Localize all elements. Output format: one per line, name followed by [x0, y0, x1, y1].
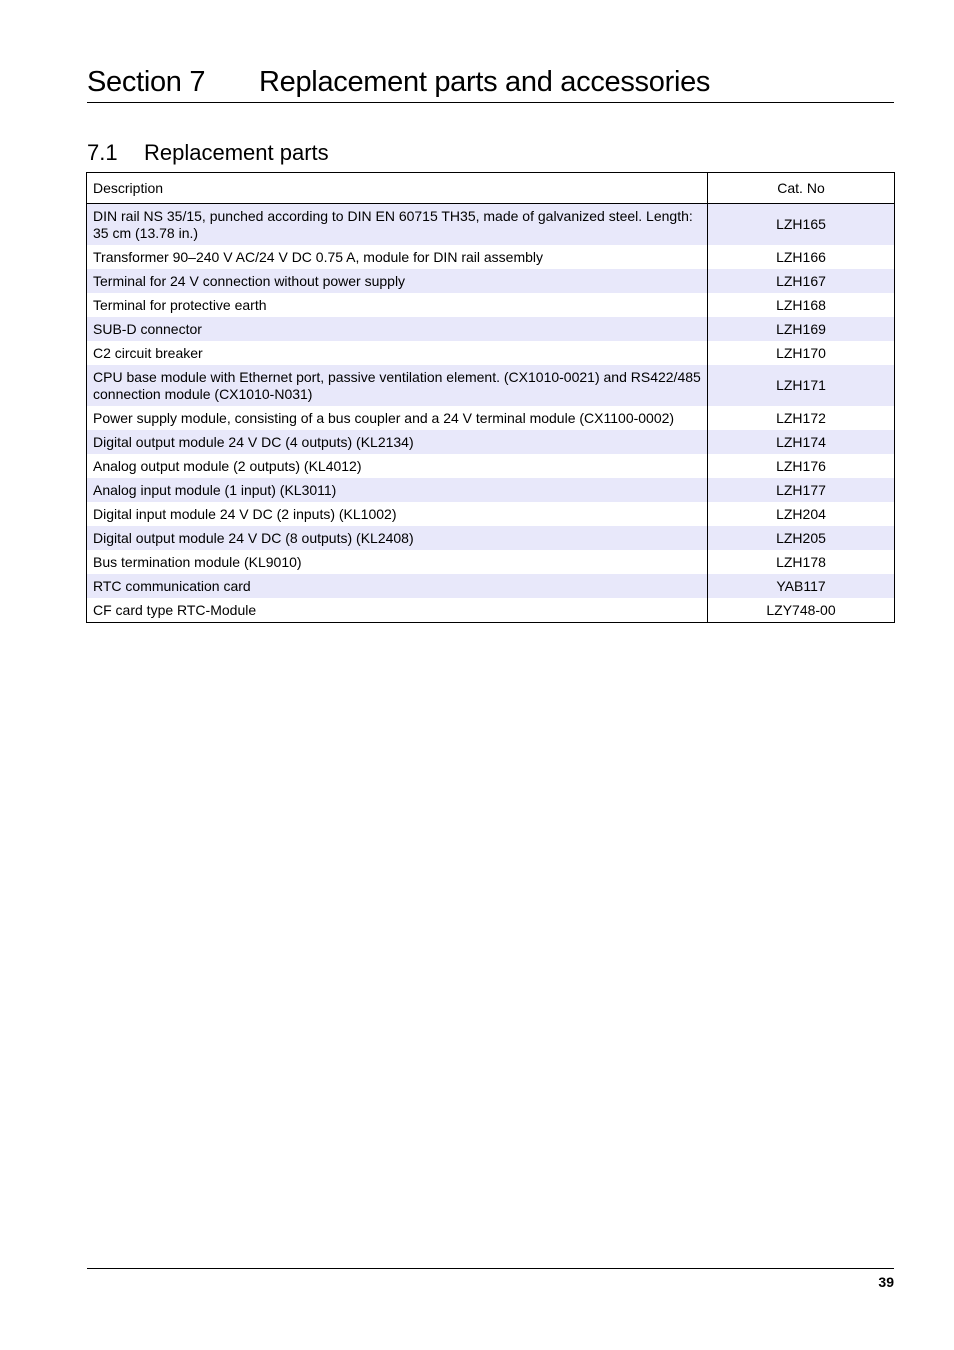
part-cat-no: LZH171 [708, 365, 895, 406]
column-header-description: Description [87, 173, 708, 204]
part-description: DIN rail NS 35/15, punched according to DIN EN 60715 TH35, made of galvanized steel. Length: 35 cm (13.78 in.) [87, 204, 708, 246]
part-description: Terminal for 24 V connection without power supply [87, 269, 708, 293]
part-description: Bus termination module (KL9010) [87, 550, 708, 574]
part-cat-no: LZH204 [708, 502, 895, 526]
part-description: CF card type RTC-Module [87, 598, 708, 623]
table-row [87, 406, 895, 430]
part-description: Digital output module 24 V DC (8 outputs) (KL2408) [87, 526, 708, 550]
part-description: Transformer 90–240 V AC/24 V DC 0.75 A, module for DIN rail assembly [87, 245, 708, 269]
replacement-parts-table [86, 172, 895, 623]
table-row [87, 204, 895, 246]
section-title: Replacement parts and accessories [259, 66, 711, 98]
table-row [87, 317, 895, 341]
table-row [87, 430, 895, 454]
table-row [87, 526, 895, 550]
part-cat-no: YAB117 [708, 574, 895, 598]
part-description: CPU base module with Ethernet port, passive ventilation element. (CX1010-0021) and RS422/485 connection module (CX1010-N031) [87, 365, 708, 406]
part-description: Analog output module (2 outputs) (KL4012) [87, 454, 708, 478]
part-description: Digital input module 24 V DC (2 inputs) (KL1002) [87, 502, 708, 526]
part-cat-no: LZH168 [708, 293, 895, 317]
table-row [87, 478, 895, 502]
section-number: Section 7 [87, 66, 206, 98]
part-cat-no: LZH177 [708, 478, 895, 502]
column-header-cat-no: Cat. No [708, 173, 895, 204]
table-row [87, 550, 895, 574]
part-description: Digital output module 24 V DC (4 outputs) (KL2134) [87, 430, 708, 454]
table-row [87, 293, 895, 317]
table-row [87, 574, 895, 598]
part-cat-no: LZH165 [708, 204, 895, 246]
part-cat-no: LZH170 [708, 341, 895, 365]
part-description: Terminal for protective earth [87, 293, 708, 317]
section-header [87, 64, 894, 103]
part-description: SUB-D connector [87, 317, 708, 341]
page-number: 39 [878, 1274, 894, 1290]
subsection-title: Replacement parts [144, 140, 329, 165]
part-cat-no: LZH167 [708, 269, 895, 293]
part-cat-no: LZH172 [708, 406, 895, 430]
table-row [87, 245, 895, 269]
footer-divider [87, 1268, 894, 1269]
table-row [87, 454, 895, 478]
table-row [87, 502, 895, 526]
subsection-number: 7.1 [87, 140, 118, 165]
table-header-row [87, 173, 895, 204]
part-description: RTC communication card [87, 574, 708, 598]
part-cat-no: LZH176 [708, 454, 895, 478]
table-row [87, 598, 895, 623]
part-cat-no: LZY748-00 [708, 598, 895, 623]
part-cat-no: LZH169 [708, 317, 895, 341]
part-description: Power supply module, consisting of a bus coupler and a 24 V terminal module (CX1100-0002) [87, 406, 708, 430]
subsection-heading [87, 138, 687, 168]
part-description: Analog input module (1 input) (KL3011) [87, 478, 708, 502]
part-cat-no: LZH178 [708, 550, 895, 574]
part-cat-no: LZH205 [708, 526, 895, 550]
table-row [87, 365, 895, 406]
part-cat-no: LZH166 [708, 245, 895, 269]
table-row [87, 269, 895, 293]
part-description: C2 circuit breaker [87, 341, 708, 365]
table-row [87, 341, 895, 365]
part-cat-no: LZH174 [708, 430, 895, 454]
